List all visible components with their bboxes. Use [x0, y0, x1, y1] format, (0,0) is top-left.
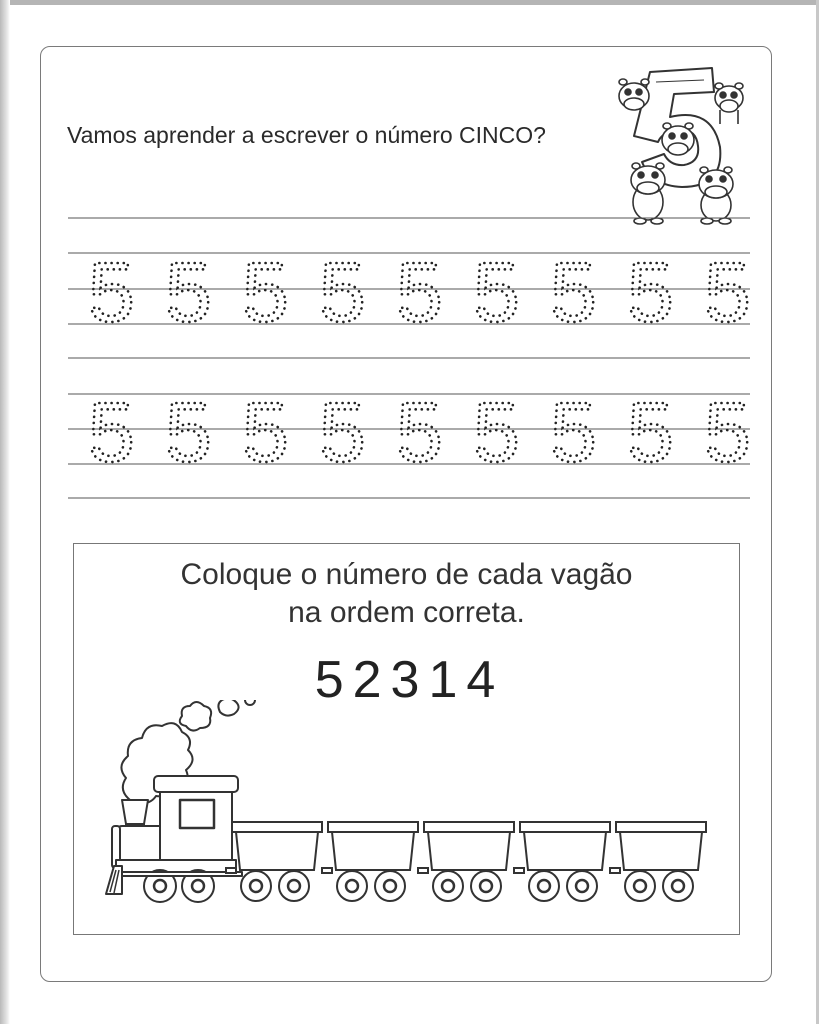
steam-train-icon	[100, 700, 710, 915]
wagon	[514, 822, 610, 901]
trace-digit[interactable]: 5	[165, 385, 212, 479]
trace-digit[interactable]: 5	[88, 245, 135, 339]
chimney	[122, 800, 148, 824]
trace-digit[interactable]: 5	[627, 385, 674, 479]
trace-digit[interactable]: 5	[473, 245, 520, 339]
smoke-small	[218, 700, 238, 716]
sequence-number: 3	[390, 651, 423, 709]
cab-window	[180, 800, 214, 828]
cab-roof	[154, 776, 238, 792]
sequence-number: 4	[466, 651, 499, 709]
instruction-line-1: Coloque o número de cada vagão	[180, 558, 633, 591]
trace-digit[interactable]: 5	[473, 385, 520, 479]
trace-digit[interactable]: 5	[627, 245, 674, 339]
trace-digit[interactable]: 5	[704, 385, 751, 479]
trace-digit[interactable]: 5	[242, 245, 289, 339]
sequence-number: 1	[428, 651, 461, 709]
wagon	[322, 822, 418, 901]
trace-digit[interactable]: 5	[319, 385, 366, 479]
instruction-line-2: na ordem correta.	[288, 596, 525, 629]
trace-digit[interactable]: 5	[704, 245, 751, 339]
sequence-number: 5	[314, 651, 347, 709]
trace-digit[interactable]: 5	[550, 245, 597, 339]
trace-digit[interactable]: 5	[165, 245, 212, 339]
trace-digit[interactable]: 5	[242, 385, 289, 479]
sequence-number: 2	[352, 651, 385, 709]
wagon	[418, 822, 514, 901]
trace-digit[interactable]: 5	[396, 245, 443, 339]
wagon	[226, 822, 322, 901]
train-instruction	[73, 556, 740, 632]
worksheet-heading: Vamos aprender a escrever o número CINCO?	[67, 122, 546, 148]
smoke-tiny	[245, 700, 255, 705]
wagon	[610, 822, 706, 901]
trace-digit[interactable]: 5	[88, 385, 135, 479]
trace-digit[interactable]: 5	[396, 385, 443, 479]
smoke-mid	[180, 702, 211, 731]
trace-digit[interactable]: 5	[319, 245, 366, 339]
trace-digit[interactable]: 5	[550, 385, 597, 479]
